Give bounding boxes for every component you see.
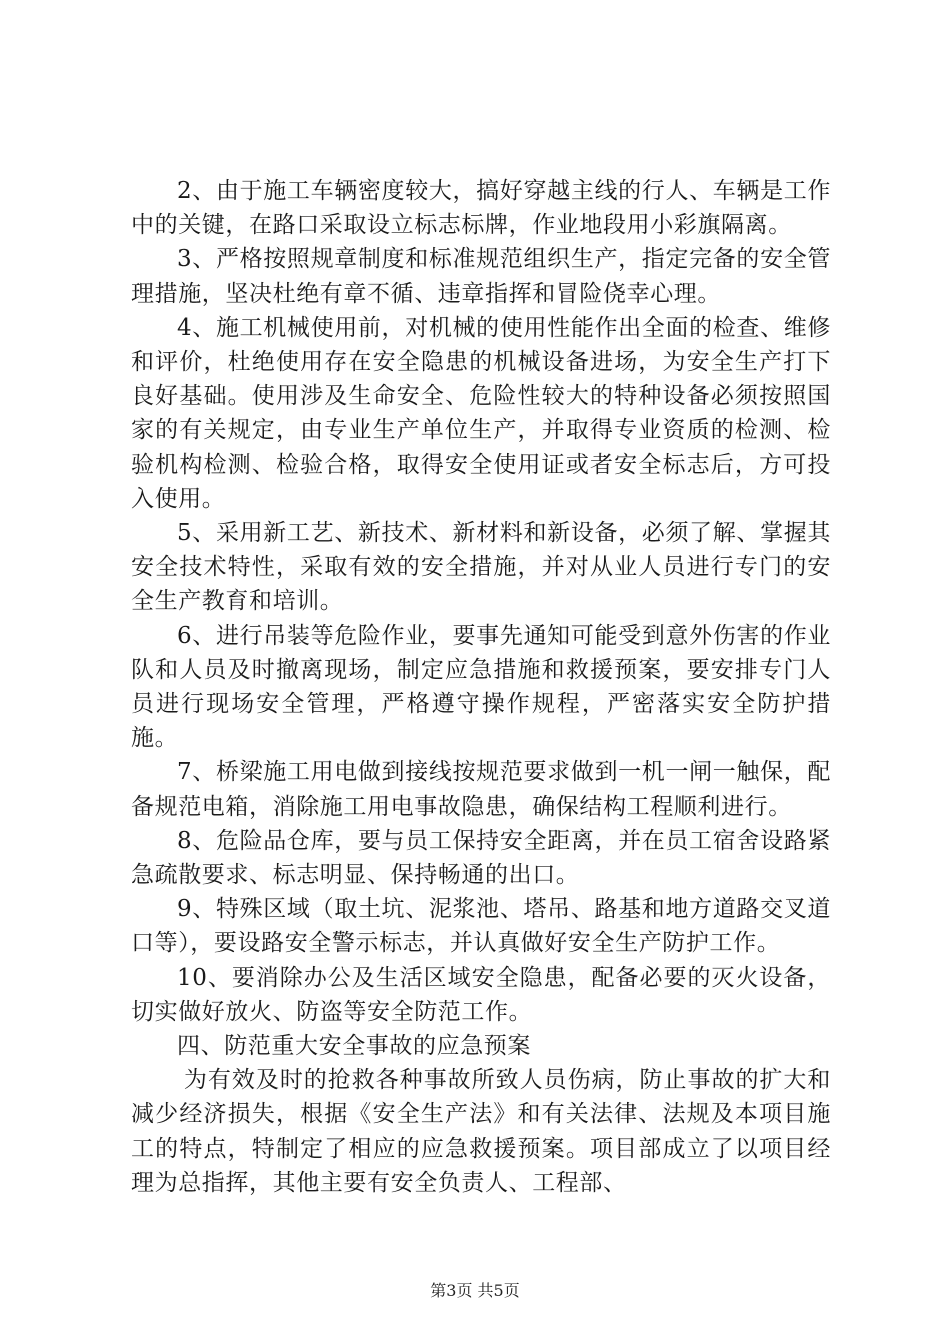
page-footer: 第3页 共5页 — [430, 1281, 520, 1300]
section-heading: 四、防范重大安全事故的应急预案 — [177, 1033, 531, 1060]
paragraph-item-7: 7、桥梁施工用电做到接线按规范要求做到一机一闸一触保，配备规范电箱，消除施工用电事故隐患，确保结构工程顺利进行。 — [131, 759, 831, 820]
paragraph-item-9: 9、特殊区域（取土坑、泥浆池、塔吊、路基和地方道路交叉道口等），要设路安全警示标志，并认真做好安全生产防护工作。 — [131, 896, 831, 957]
paragraph-item-2: 2、由于施工车辆密度较大，搞好穿越主线的行人、车辆是工作中的关键，在路口采取设立标志标牌，作业地段用小彩旗隔离。 — [131, 178, 831, 239]
paragraph-item-3: 3、严格按照规章制度和标准规范组织生产，指定完备的安全管理措施，坚决杜绝有章不循、违章指挥和冒险侥幸心理。 — [131, 246, 831, 307]
paragraph-item-6: 6、进行吊装等危险作业，要事先通知可能受到意外伤害的作业队和人员及时撤离现场，制定应急措施和救援预案，要安排专门人员进行现场安全管理，严格遵守操作规程，严密落实安全防护措施。 — [131, 622, 831, 752]
paragraph-item-4: 4、施工机械使用前，对机械的使用性能作出全面的检查、维修和评价，杜绝使用存在安全隐患的机械设备进场，为安全生产打下良好基础。使用涉及生命安全、危险性较大的特种设备必须按照国家的有关规定，由专业生产单位生产，并取得专业资质的检测、检验机构检测、检验合格，取得安全使用证或者安全标志后，方可投入使用。 — [131, 314, 831, 512]
document-body — [131, 174, 831, 1200]
paragraph-item-5: 5、采用新工艺、新技术、新材料和新设备，必须了解、掌握其安全技术特性，采取有效的安全措施，并对从业人员进行专门的安全生产教育和培训。 — [131, 520, 831, 615]
paragraph-item-10: 10、要消除办公及生活区域安全隐患，配备必要的灭火设备，切实做好放火、防盗等安全防范工作。 — [131, 964, 831, 1025]
paragraph-item-8: 8、危险品仓库，要与员工保持安全距离，并在员工宿舍设路紧急疏散要求、标志明显、保持畅通的出口。 — [131, 827, 831, 889]
closing-paragraph: 为有效及时的抢救各种事故所致人员伤病，防止事故的扩大和减少经济损失，根据《安全生产法》和有关法律、法规及本项目施工的特点，特制定了相应的应急救援预案。项目部成立了以项目经理为总指挥，其他主要有安全负责人、工程部、 — [131, 1067, 831, 1196]
